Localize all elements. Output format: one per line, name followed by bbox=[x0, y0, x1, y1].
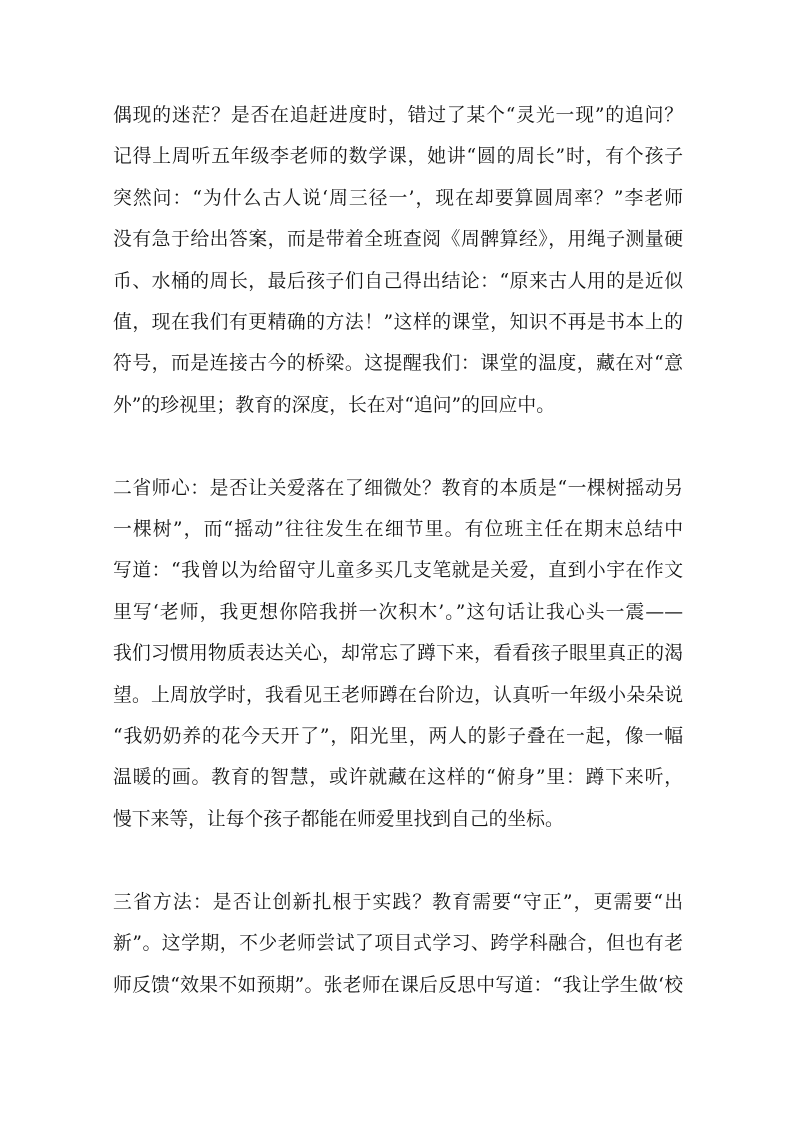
text-line: 二省师心：是否让关爱落在了细微处？教育的本质是“一棵树摇动另 bbox=[113, 477, 683, 499]
text-line: 外”的珍视里；教育的深度，长在对“追问”的回应中。 bbox=[113, 394, 555, 416]
paragraph bbox=[113, 95, 683, 426]
document-body bbox=[113, 95, 683, 1006]
text-line: 三省方法：是否让创新扎根于实践？教育需要“守正”，更需要“出 bbox=[113, 891, 683, 913]
text-line: 币、水桶的周长，最后孩子们自己得出结论：“原来古人用的是近似 bbox=[113, 270, 683, 292]
text-line: 新”。这学期，不少老师尝试了项目式学习、跨学科融合，但也有老 bbox=[113, 933, 683, 955]
text-line: 没有急于给出答案，而是带着全班查阅《周髀算经》，用绳子测量硬 bbox=[113, 229, 683, 251]
text-line: 符号，而是连接古今的桥梁。这提醒我们：课堂的温度，藏在对“意 bbox=[113, 353, 683, 375]
text-line: 我们习惯用物质表达关心，却常忘了蹲下来，看看孩子眼里真正的渴 bbox=[113, 643, 683, 665]
text-line: 一棵树”，而“摇动”往往发生在细节里。有位班主任在期末总结中 bbox=[113, 519, 683, 541]
paragraph bbox=[113, 882, 683, 1006]
text-line: 望。上周放学时，我看见王老师蹲在台阶边，认真听一年级小朵朵说 bbox=[113, 684, 683, 706]
text-line: “我奶奶养的花今天开了”，阳光里，两人的影子叠在一起，像一幅 bbox=[113, 726, 683, 748]
text-line: 慢下来等，让每个孩子都能在师爱里找到自己的坐标。 bbox=[113, 808, 564, 830]
text-line: 突然问：“为什么古人说‘周三径一’，现在却要算圆周率？”李老师 bbox=[113, 187, 683, 209]
text-line: 师反馈“效果不如预期”。张老师在课后反思中写道：“我让学生做‘校 bbox=[113, 974, 683, 996]
text-line: 偶现的迷茫？是否在追赶进度时，错过了某个“灵光一现”的追问？ bbox=[113, 105, 683, 126]
paragraph bbox=[113, 468, 683, 841]
text-line: 里写‘老师，我更想你陪我拼一次积木’。”这句话让我心头一震—— bbox=[113, 601, 683, 623]
text-line: 记得上周听五年级李老师的数学课，她讲“圆的周长”时，有个孩子 bbox=[113, 146, 683, 168]
text-line: 温暖的画。教育的智慧，或许就藏在这样的“俯身”里：蹲下来听， bbox=[113, 767, 683, 789]
text-line: 写道：“我曾以为给留守儿童多买几支笔就是关爱，直到小宇在作文 bbox=[113, 560, 683, 582]
text-line: 值，现在我们有更精确的方法！”这样的课堂，知识不再是书本上的 bbox=[113, 312, 683, 334]
